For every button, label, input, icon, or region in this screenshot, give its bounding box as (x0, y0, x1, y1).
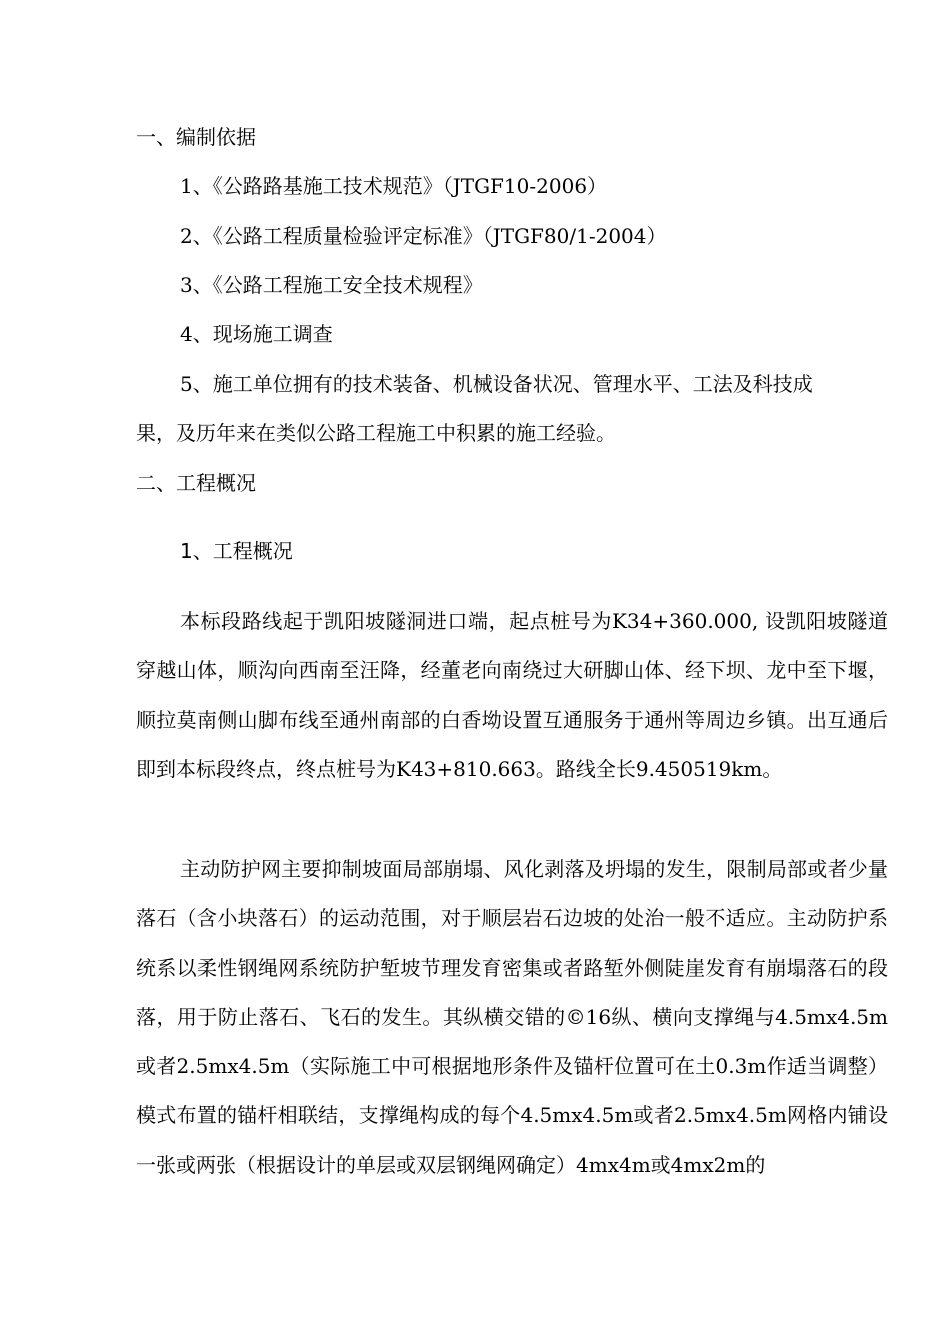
basis-item-3: 3、《公路工程施工安全技术规程》 (180, 273, 483, 297)
basis-item-4: 4、现场施工调查 (180, 322, 333, 346)
basis-item-2: 2、《公路工程质量检验评定标准》（JTGF80/1-2004） (180, 224, 667, 248)
section-heading-overview: 二、工程概况 (136, 471, 256, 495)
section-heading-basis: 一、编制依据 (136, 125, 256, 149)
basis-item-5: 5、施工单位拥有的技术装备、机械设备状况、管理水平、工法及科技成 (180, 372, 813, 396)
overview-paragraph-route: 本标段路线起于凯阳坡隧洞进口端，起点桩号为K34+360.000, 设凯阳坡隧道穿越山体，顺沟向西南至汪降，经董老向南绕过大研脚山体、经下坝、龙中至下堰，顺拉莫南侧山脚布线至通州南部的白香坳设置互通服务于通州等周边乡镇。出互通后即到本标段终点，终点桩号为K43+810.663。路线全长9.450519km。 (136, 609, 888, 781)
overview-paragraph-protection-net: 主动防护网主要抑制坡面局部崩塌、风化剥落及坍塌的发生，限制局部或者少量落石（含小块落石）的运动范围，对于顺层岩石边坡的处治一般不适应。主动防护系统系以柔性钢绳网系统防护堑坡节理发育密集或者路堑外侧陡崖发育有崩塌落石的段落，用于防止落石、飞石的发生。其纵横交错的©16纵、横向支撑绳与4.5mx4.5m或者2.5mx4.5m（实际施工中可根据地形条件及锚杆位置可在土0.3m作适当调整）模式布置的锚杆相联结，支撑绳构成的每个4.5mx4.5m或者2.5mx4.5m网格内铺设一张或两张（根据设计的单层或双层钢绳网确定）4mx4m或4mx2m的 (136, 857, 888, 1177)
subsection-heading-overview: 1、工程概况 (180, 539, 293, 563)
basis-item-5-continuation: 果，及历年来在类似公路工程施工中积累的施工经验。 (136, 421, 616, 445)
basis-item-1: 1、《公路路基施工技术规范》（JTGF10-2006） (180, 174, 608, 198)
